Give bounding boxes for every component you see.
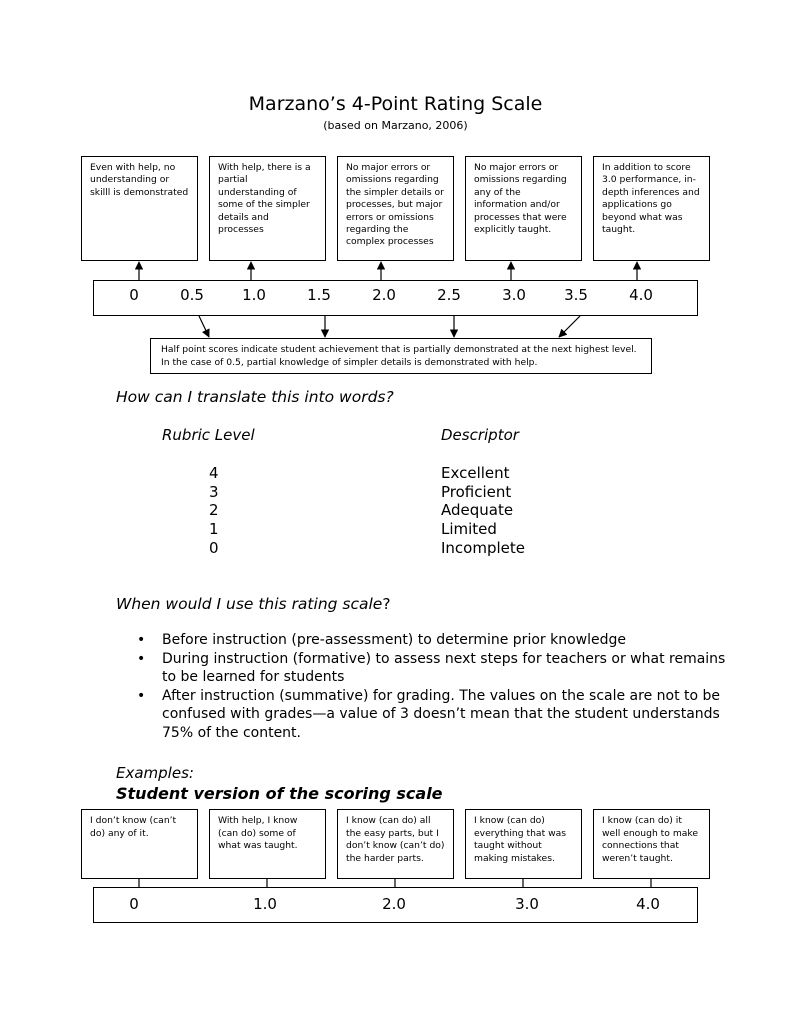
rubric-level: 4 (209, 464, 219, 482)
rubric-level: 1 (209, 520, 219, 538)
rubric-descriptor: Incomplete (441, 539, 525, 557)
scale-tick: 4.0 (629, 286, 653, 304)
rubric-descriptor: Limited (441, 520, 497, 538)
descriptor-box-0: Even with help, no understanding or skilll is demonstrated (81, 156, 198, 261)
list-item: • During instruction (formative) to assess next steps for teachers or what remains to be learned for students (162, 650, 742, 687)
half-point-note-line2: In the case of 0.5, partial knowledge of simpler details is demonstrated with help. (161, 357, 538, 368)
scale-tick: 0 (129, 286, 139, 304)
student-scale-tick: 1.0 (253, 895, 277, 913)
translate-heading: How can I translate this into words? (116, 388, 394, 406)
scale-tick: 0.5 (180, 286, 204, 304)
page-subtitle: (based on Marzano, 2006) (323, 119, 468, 132)
page-title: Marzano’s 4-Point Rating Scale (248, 93, 543, 115)
scale-tick: 2.5 (437, 286, 461, 304)
student-box-2: I know (can do) all the easy parts, but I don’t know (can’t do) the harder parts. (337, 809, 454, 879)
half-point-note (150, 338, 652, 374)
student-scale-tick: 0 (129, 895, 139, 913)
descriptor-box-4: In addition to score 3.0 performance, in-depth inferences and applications go beyond what was taught. (593, 156, 710, 261)
student-scale-tick: 3.0 (515, 895, 539, 913)
list-item: • After instruction (summative) for grading. The values on the scale are not to be confused with grades—a value of 3 doesn’t mean that the student understands 75% of the content. (162, 687, 742, 743)
rubric-level: 2 (209, 501, 219, 519)
student-box-1: With help, I know (can do) some of what was taught. (209, 809, 326, 879)
student-version-heading: Student version of the scoring scale (116, 784, 443, 803)
rubric-level: 3 (209, 483, 219, 501)
list-item: • Before instruction (pre-assessment) to determine prior knowledge (162, 631, 742, 650)
scale-tick: 3.5 (564, 286, 588, 304)
when-heading-text: When would I use this rating scale (116, 595, 383, 613)
when-heading (116, 595, 391, 613)
student-box-0: I don’t know (can’t do) any of it. (81, 809, 198, 879)
arrow-down (559, 316, 580, 337)
descriptor-header: Descriptor (441, 426, 519, 444)
student-box-3: I know (can do) everything that was taught without making mistakes. (465, 809, 582, 879)
student-scale-tick: 4.0 (636, 895, 660, 913)
rubric-descriptor: Proficient (441, 483, 512, 501)
rubric-descriptor: Adequate (441, 501, 514, 519)
student-box-4: I know (can do) it well enough to make connections that weren’t taught. (593, 809, 710, 879)
student-scale-tick: 2.0 (382, 895, 406, 913)
scale-tick: 1.5 (307, 286, 331, 304)
rubric-level: 0 (209, 539, 219, 557)
arrow-down (199, 316, 209, 337)
scale-tick: 3.0 (502, 286, 526, 304)
descriptor-box-3: No major errors or omissions regarding any of the information and/or processes that were explicitly taught. (465, 156, 582, 261)
usage-bullet-list (116, 631, 742, 743)
rubric-level-header: Rubric Level (162, 426, 255, 444)
scale-tick: 2.0 (372, 286, 396, 304)
descriptor-box-2: No major errors or omissions regarding the simpler details or processes, but major errors or omissions regarding the complex processes (337, 156, 454, 261)
scale-tick: 1.0 (242, 286, 266, 304)
rubric-descriptor: Excellent (441, 464, 510, 482)
descriptor-box-1: With help, there is a partial understanding of some of the simpler details and processes (209, 156, 326, 261)
when-heading-mark: ? (382, 595, 391, 613)
examples-label: Examples: (116, 764, 194, 782)
half-point-note-line1: Half point scores indicate student achievement that is partially demonstrated at the next highest level. (161, 344, 637, 355)
